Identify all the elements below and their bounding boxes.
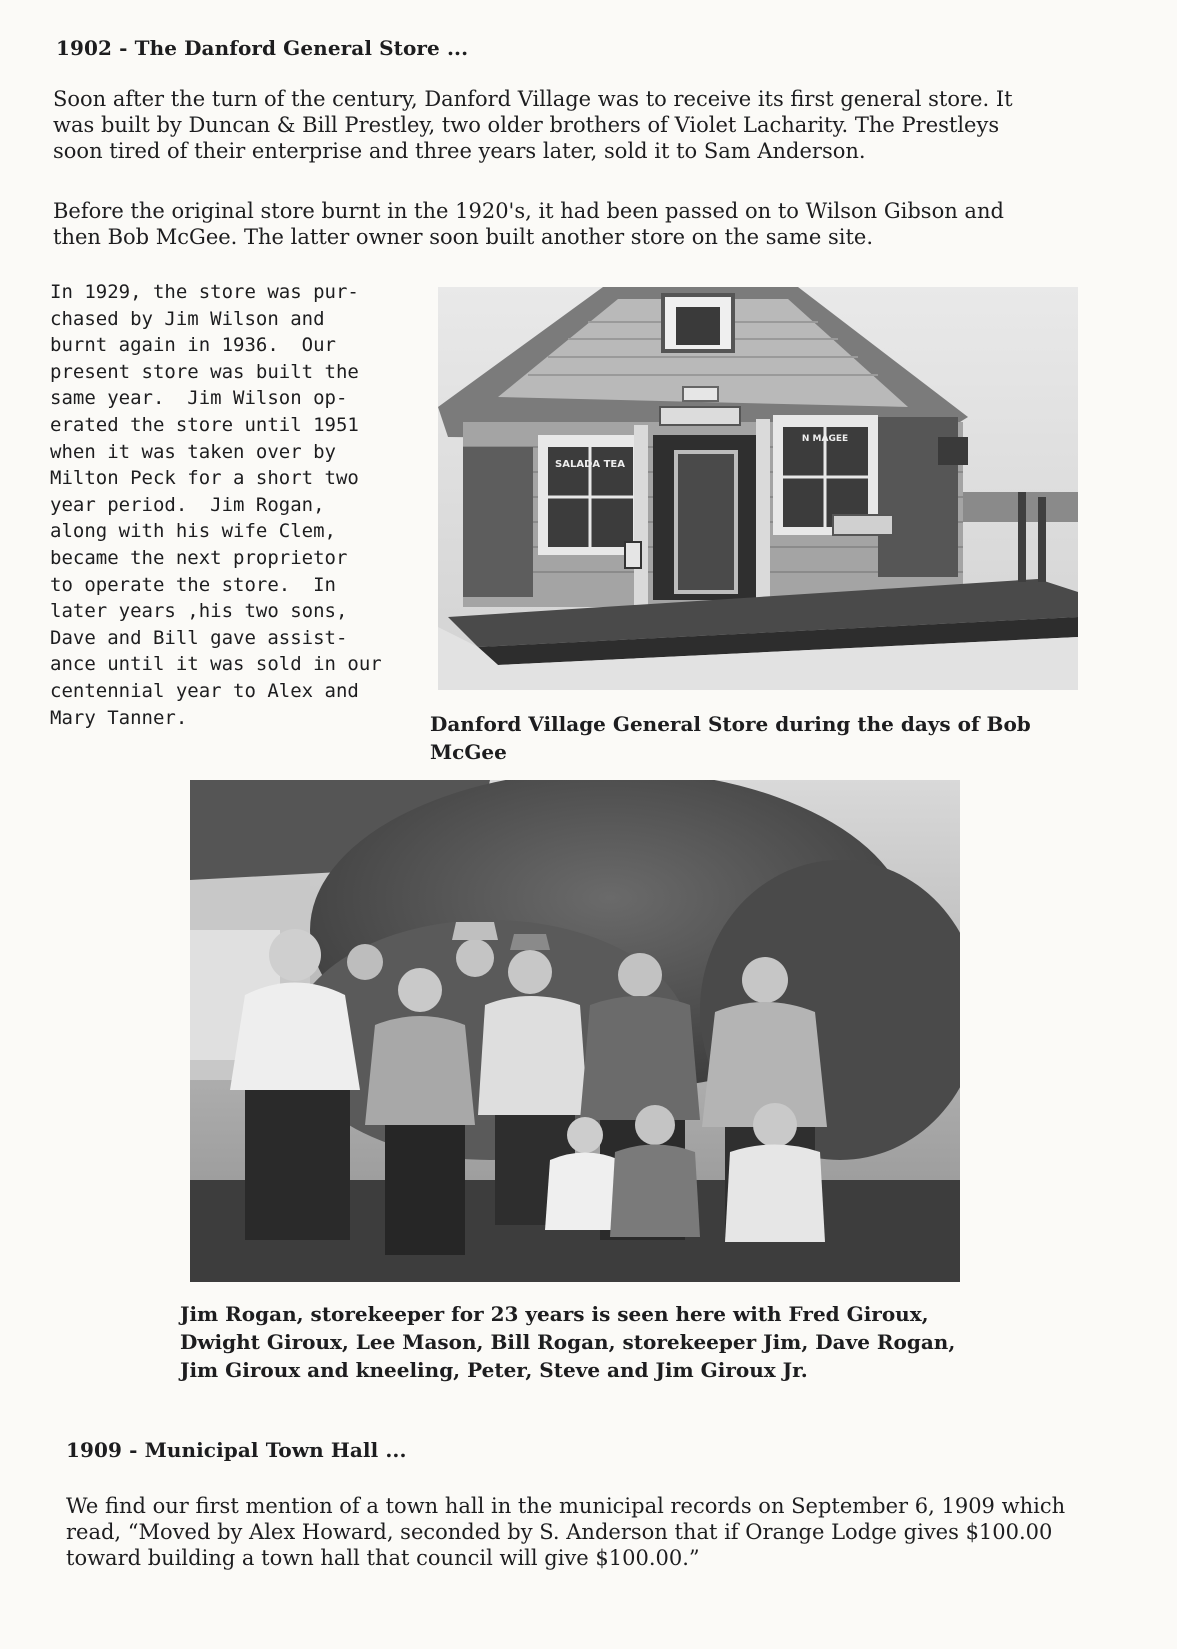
column-line: along with his wife Clem, [50,520,336,543]
magee-window-sign: N MAGEE [801,434,849,444]
column-line: ance until it was sold in our [50,653,382,676]
store-history-column [50,279,400,731]
second-paragraph: Before the original store burnt in the 1920's, it had been passed on to Wilson Gibson and then Bob McGee. The latter owner soon built another store on the same site. [53,199,1004,249]
column-line: became the next proprietor [50,546,348,569]
column-line: burnt again in 1936. Our [50,334,336,357]
group-photo [190,780,960,1282]
section-heading-general-store: 1902 - The Danford General Store ... [56,36,469,60]
intro-paragraph: Soon after the turn of the century, Danford Village was to receive its first general store. It was built by Duncan & Bill Prestley, two older brothers of Violet Lacharity. The Prestleys soon tired of their enterprise and three years later, sold it to Sam Anderson. [53,87,1013,163]
column-line: chased by Jim Wilson and [50,307,325,330]
column-line: erated the store until 1951 [50,413,359,436]
column-line: same year. Jim Wilson op- [50,387,348,410]
column-line: later years ,his two sons, [50,600,348,623]
column-line: when it was taken over by [50,440,336,463]
column-line: Mary Tanner. [50,706,188,729]
column-line: Dave and Bill gave assist- [50,626,348,649]
general-store-photo [438,287,1078,690]
section-heading-town-hall: 1909 - Municipal Town Hall ... [66,1438,407,1462]
salada-tea-sign: SALADA TEA [555,459,625,470]
column-line: In 1929, the store was pur- [50,281,359,303]
column-line: present store was built the [50,360,359,383]
column-line: to operate the store. In [50,573,336,596]
column-line: year period. Jim Rogan, [50,493,325,516]
store-photo-caption: Danford Village General Store during the days of Bob McGee [430,712,1031,764]
group-photo-caption: Jim Rogan, storekeeper for 23 years is seen here with Fred Giroux, Dwight Giroux, Lee Mason, Bill Rogan, storekeeper Jim, Dave Rogan, Jim Giroux and kneeling, Peter, Steve and Jim Giroux Jr. [180,1302,956,1382]
column-line: Milton Peck for a short two [50,467,359,490]
column-line: centennial year to Alex and [50,679,359,702]
town-hall-paragraph: We find our first mention of a town hall in the municipal records on September 6, 1909 which read, “Moved by Alex Howard, seconded by S. Anderson that if Orange Lodge gives $100.00 toward building a town hall that council will give $100.00.” [66,1494,1066,1570]
